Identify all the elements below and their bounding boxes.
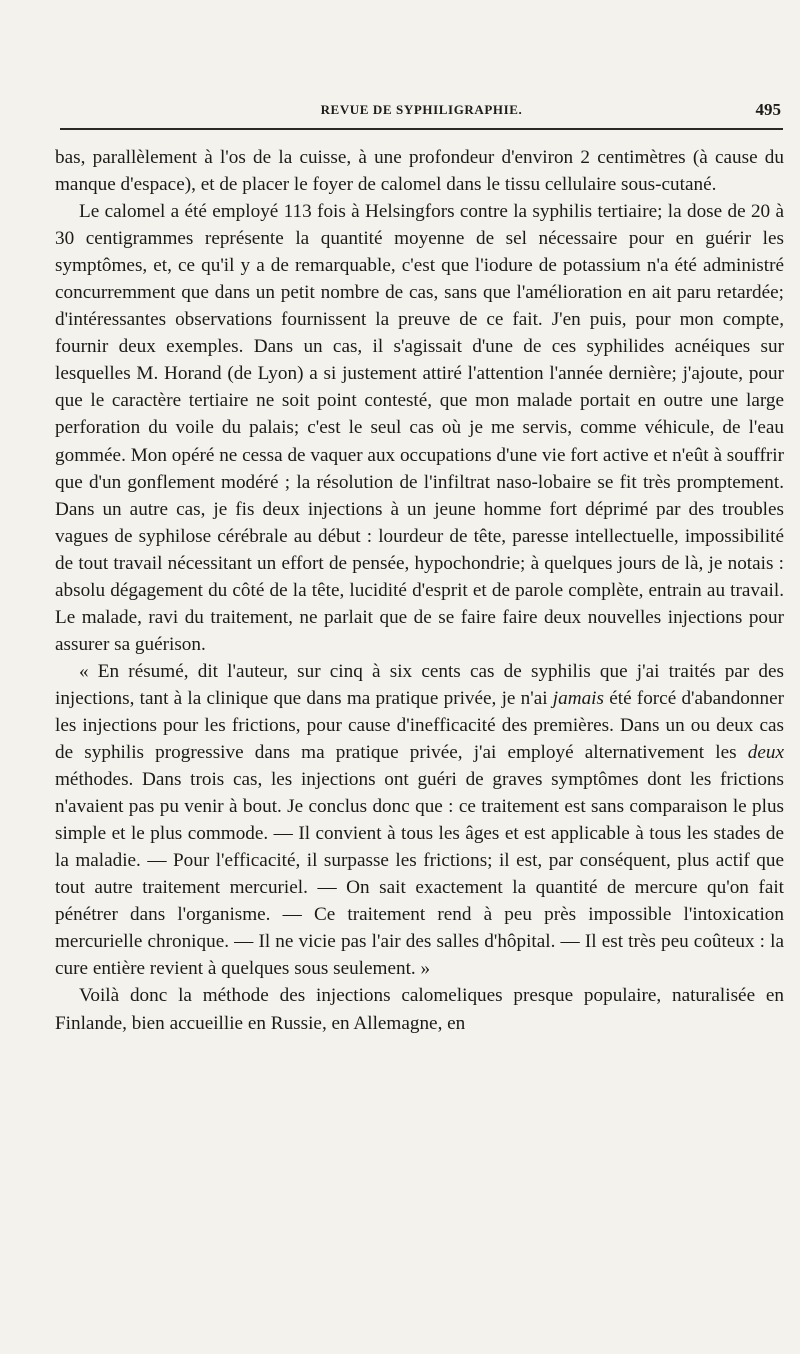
emphasis-jamais: jamais bbox=[552, 687, 604, 709]
quote-part-1: « En résumé, dit l'auteur, sur cinq à six cents cas de syphilis que j'ai traités par des injections, tant à la clinique que dans ma pratique privée, je n'ai bbox=[55, 660, 784, 709]
running-header bbox=[60, 100, 783, 122]
paragraph-3-quote bbox=[55, 658, 784, 983]
page-number: 495 bbox=[755, 100, 781, 119]
paragraph-4: Voilà donc la méthode des injections calomeliques presque populaire, naturalisée en Finlande, bien accueillie en Russie, en Allemagne, en bbox=[55, 985, 784, 1034]
paragraph-1: bas, parallèlement à l'os de la cuisse, à une profondeur d'environ 2 centimètres (à cause du manque d'espace), et de placer le foyer de calomel dans le tissu cellulaire sous-cutané. bbox=[55, 147, 784, 196]
body-text bbox=[55, 144, 784, 1037]
quote-part-3: méthodes. Dans trois cas, les injections ont guéri de graves symptômes dont les frictions n'avaient pas pu venir à bout. Je conclus donc que : ce traitement est sans comparaison le plus simple et le plus commode. — Il convient à tous les âges et est applicable à tous les stades de la maladie. — Pour l'efficacité, il surpasse les frictions; il est, par conséquent, plus actif que tout autre traitement mercuriel. — On sait exactement la quantité de mercure qu'on fait pénétrer dans l'organisme. — Ce traitement rend à peu près impossible l'intoxication mercurielle chronique. — Il ne vicie pas l'air des salles d'hôpital. — Il est très peu coûteux : la cure entière revient à quelques sous seulement. » bbox=[55, 769, 784, 980]
header-title: REVUE DE SYPHILIGRAPHIE. bbox=[320, 102, 523, 117]
paragraph-2: Le calomel a été employé 113 fois à Helsingfors contre la syphilis tertiaire; la dose de 20 à 30 centigrammes représente la quantité moyenne de sel nécessaire pour en guérir les symptômes, et, ce qu'il y a de remarquable, c'est que l'iodure de potassium n'a été administré concurremment que dans un petit nombre de cas, sans que l'amélioration en ait paru retardée; d'intéressantes observations fournissent la preuve de ce fait. J'en puis, pour mon compte, fournir deux exemples. Dans un cas, il s'agissait d'une de ces syphilides acnéiques sur lesquelles M. Horand (de Lyon) a si justement attiré l'attention l'année dernière; j'ajoute, pour que le caractère tertiaire ne soit point contesté, que mon malade portait en outre une large perforation du voile du palais; c'est le seul cas où je me servis, comme véhicule, de l'eau gommée. Mon opéré ne cessa de vaquer aux occupations d'une vie fort active et n'eût à souffrir que d'un gonflement modéré ; la résolution de l'infiltrat naso-lobaire se fit très promptement. Dans un autre cas, je fis deux injections à un jeune homme fort déprimé par des troubles vagues de syphilose cérébrale au début : lourdeur de tête, paresse intellectuelle, impossibilité de tout travail nécessitant un effort de pensée, hypochondrie; à quelques jours de là, je notais : absolu dégagement du côté de la tête, lucidité d'esprit et de parole complète, entrain au travail. Le malade, ravi du traitement, ne parlait que de se faire faire deux nouvelles injections pour assurer sa guérison. bbox=[55, 201, 784, 655]
emphasis-deux: deux bbox=[747, 742, 784, 764]
quote-part-2: été forcé d'abandonner les injections pour les frictions, pour cause d'inefficacité des premières. Dans un ou deux cas de syphilis progressive dans ma pratique privée, j'ai employé alternativement les bbox=[55, 687, 784, 764]
header-rule bbox=[60, 128, 783, 130]
